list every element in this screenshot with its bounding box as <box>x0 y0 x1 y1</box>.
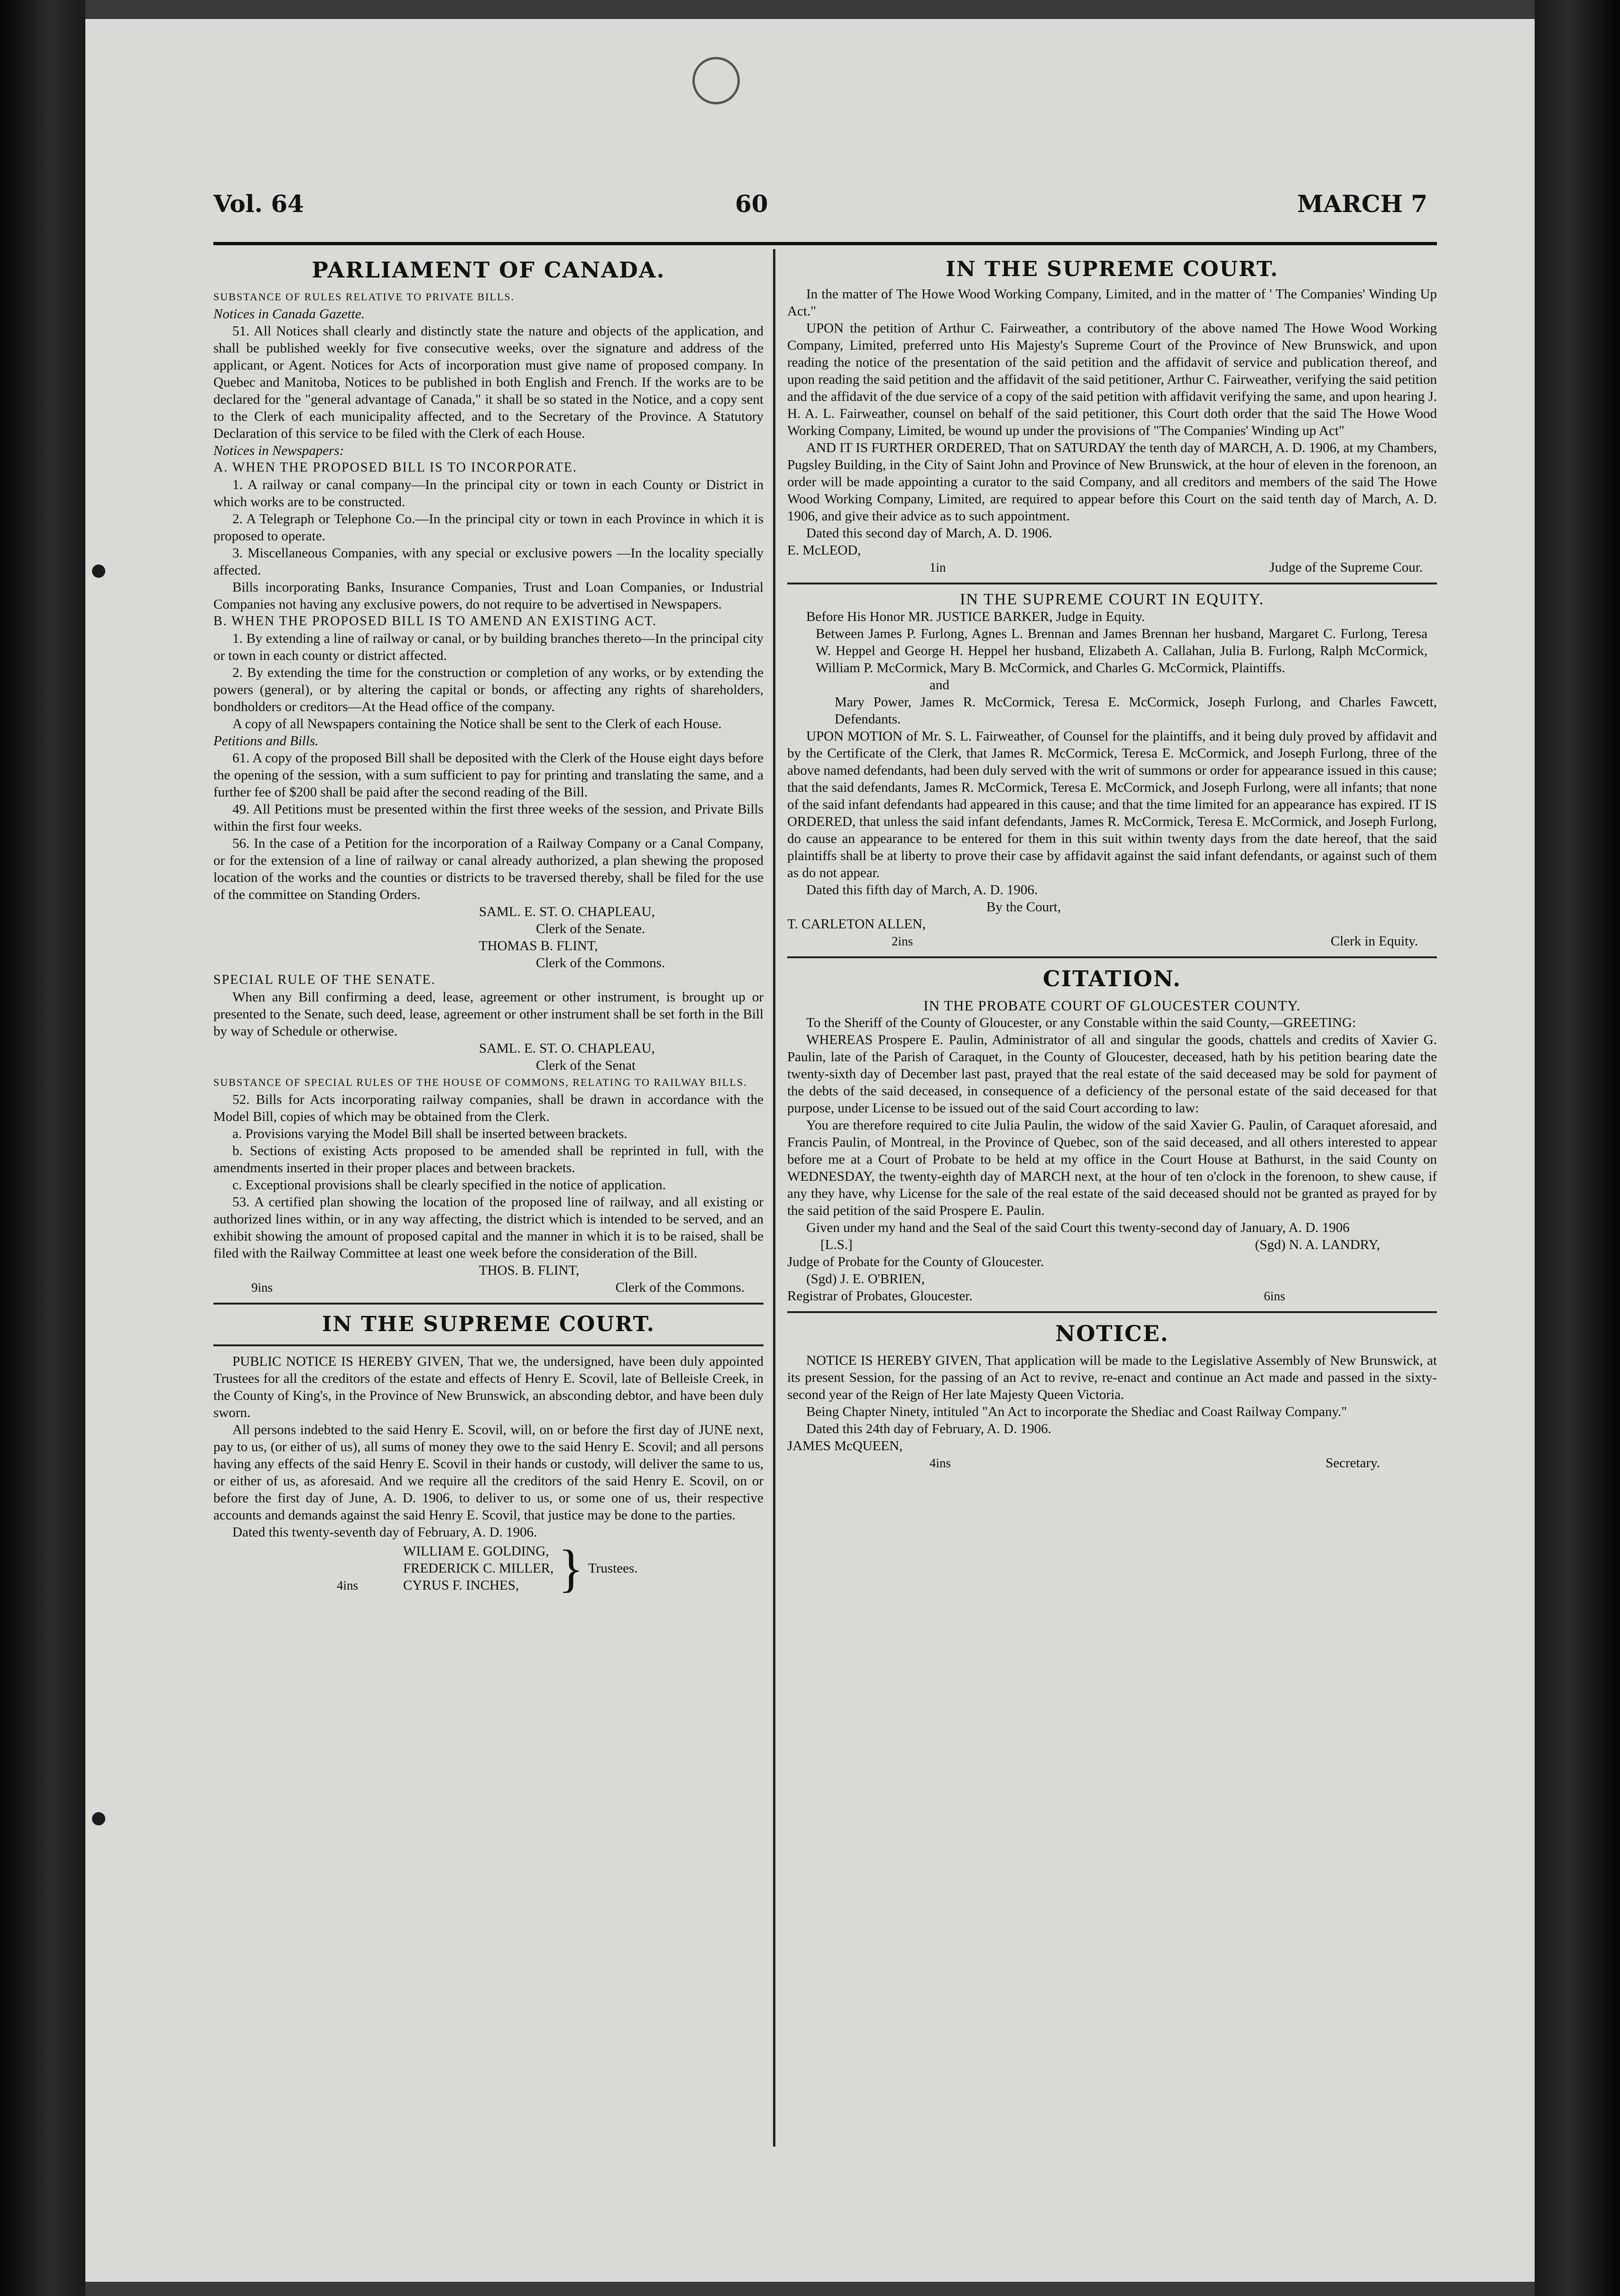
scovil-notice: All persons indebted to the said Henry E. Scovil, will, on or before the first day of JUNE next, pay to us, (or either of us), all sums of money they owe to the said Henry E. Scovil; and all persons having any effects of the said Henry E. Scovil in their hands or custody, will deliver the same to us, or either of us, as aforesaid. And we require all the creditors of the said Henry E. Scovil, on or before the first day of June, A. D. 1906, to deliver to us, or some one of us, their respective accounts and demands against the said Henry E. Scovil, that justice may be done to the parties. <box>213 1422 764 1523</box>
trustee-name: CYRUS F. INCHES, <box>403 1578 519 1593</box>
dated-line: Dated this second day of March, A. D. 1906. <box>806 526 1052 541</box>
registrar-name: (Sgd) J. E. O'BRIEN, <box>806 1271 925 1287</box>
brace-glyph: } <box>558 1539 584 1597</box>
signature-name: (Sgd) N. A. LANDRY, <box>1255 1237 1380 1252</box>
equity-before: Before His Honor MR. JUSTICE BARKER, Judge in Equity. <box>806 609 1145 624</box>
rule-61: 61. A copy of the proposed Bill shall be deposited with the Clerk of the House eight days before the opening of the session, with a sum sufficient to pay for printing and translating the same, and a further fee of $200 shall be paid after the second reading of the Bill. <box>213 750 764 800</box>
section-a-item: 1. A railway or canal company—In the principal city or town in each County or District in which works are to be constructed. <box>213 477 764 509</box>
section-a-heading: A. WHEN THE PROPOSED BILL IS TO INCORPORATE. <box>213 460 578 475</box>
binding-hole <box>92 1812 105 1825</box>
signature-title: Clerk of the Commons. <box>615 1280 745 1295</box>
signature-name: THOMAS B. FLINT, <box>479 938 598 954</box>
section-a-note: Bills incorporating Banks, Insurance Companies, Trust and Loan Companies, or Industrial Companies not having any exclusive powers, do not require to be advertised in Newspapers. <box>213 580 764 612</box>
left-column <box>213 256 764 1597</box>
signature-row <box>787 1454 1437 1472</box>
section-rule <box>787 956 1437 958</box>
signature-title: Clerk of the Commons. <box>536 955 665 971</box>
signature-title: Clerk in Equity. <box>1330 934 1418 949</box>
signature-title: Judge of the Supreme Cour. <box>1270 560 1423 575</box>
section-rule <box>787 583 1437 584</box>
volume-label: Vol. 64 <box>213 190 304 218</box>
scovil-notice: PUBLIC NOTICE IS HEREBY GIVEN, That we, the undersigned, have been duly appointed Trustees for all the creditors of the estate and effects of Henry E. Scovil, late of Belleisle Creek, in the County of King's, in the Province of New Brunswick, an absconding debtor, and have been duly sworn. <box>213 1354 764 1420</box>
insertion-count: 2ins <box>892 934 913 948</box>
signature-row <box>213 1279 764 1296</box>
signature-name: SAML. E. ST. O. CHAPLEAU, <box>479 1041 655 1056</box>
column-divider <box>773 249 775 2147</box>
signature-name: JAMES McQUEEN, <box>787 1438 903 1454</box>
special-rule-text: When any Bill confirming a deed, lease, agreement or other instrument, is brought up or presented to the Senate, such deed, lease, agreement or other instrument shall be set forth in the Bill by way of Schedule or otherwise. <box>213 990 764 1039</box>
rule-52: 52. Bills for Acts incorporating railway companies, shall be drawn in accordance with the Model Bill, copies of which may be obtained from the Clerk. <box>213 1092 764 1124</box>
commons-heading: SUBSTANCE OF SPECIAL RULES OF THE HOUSE OF COMMONS, RELATING TO RAILWAY BILLS. <box>213 1076 747 1088</box>
trustee-name: WILLIAM E. GOLDING, <box>403 1544 549 1559</box>
citation-title: CITATION. <box>1043 966 1181 991</box>
supreme-court-title: IN THE SUPREME COURT. <box>945 257 1279 281</box>
masthead-rule <box>213 242 1437 245</box>
registrar-title: Registrar of Probates, Gloucester. <box>787 1288 973 1304</box>
signature-title: Secretary. <box>1325 1455 1380 1471</box>
by-the-court: By the Court, <box>986 899 1061 915</box>
newspapers-subheading: Notices in Newspapers: <box>213 443 344 458</box>
signature-row <box>787 933 1437 950</box>
signature-title: Judge of Probate for the County of Gloucester. <box>787 1254 1044 1269</box>
issue-date: MARCH 7 <box>1297 190 1427 218</box>
substance-heading: SUBSTANCE OF RULES RELATIVE TO PRIVATE BILLS. <box>213 291 515 303</box>
rule-49: 49. All Petitions must be presented within the first three weeks of the session, and Private Bills within the first four weeks. <box>213 802 764 834</box>
equity-defendants: Mary Power, James R. McCormick, Teresa E. McCormick, Joseph Furlong, and Charles Fawcett, Defendants. <box>835 694 1437 727</box>
seal-mark: [L.S.] <box>820 1237 853 1252</box>
masthead <box>213 190 1427 232</box>
notice-title: NOTICE. <box>1055 1321 1169 1346</box>
parliament-title: PARLIAMENT OF CANADA. <box>312 257 665 283</box>
rule-51: 51. All Notices shall clearly and distinctly state the nature and objects of the application, and shall be published weekly for five consecutive weeks, over the signature and address of the applicant, or Agent. Notices for Acts of incorporation must give name of proposed company. In Quebec and Manitoba, Notices to be published in both English and French. If the works are to be declared for the "general advantage of Canada," it shall be so stated in the Notice, and a copy sent to the Clerk of each municipality affected, and to the Secretary of the Province. A Statutory Declaration of this service to be filed with the Clerk of each House. <box>213 324 764 441</box>
rule-53: 53. A certified plan showing the location of the proposed line of railway, and all existing or authorized lines within, or in any way affecting, the district which is intended to be served, and an exhibit showing the amount of proposed capital and the manner in which it is to be raised, shall be filed with the Railway Committee at least one week before the consideration of the Bill. <box>213 1194 764 1261</box>
probate-address: To the Sheriff of the County of Gloucester, or any Constable within the said County,—GREETING: <box>806 1015 1356 1030</box>
section-a-item: 2. A Telegraph or Telephone Co.—In the principal city or town in each Province in which it is proposed to operate. <box>213 511 764 544</box>
section-rule <box>213 1303 764 1305</box>
binding-hole <box>92 565 105 578</box>
special-rule-heading: SPECIAL RULE OF THE SENATE. <box>213 972 436 987</box>
gazette-subheading: Notices in Canada Gazette. <box>213 306 365 322</box>
rule-52-c: c. Exceptional provisions shall be clearly specified in the notice of application. <box>232 1177 666 1193</box>
probate-given: Given under my hand and the Seal of the said Court this twenty-second day of January, A. D. 1906 <box>806 1220 1350 1235</box>
signature-name: SAML. E. ST. O. CHAPLEAU, <box>479 904 655 919</box>
supreme-court-title: IN THE SUPREME COURT. <box>322 1312 655 1336</box>
insertion-count: 9ins <box>251 1280 273 1295</box>
probate-whereas: WHEREAS Prospere E. Paulin, Administrator of all and singular the goods, chattels and credits of Xavier G. Paulin, late of the Parish of Caraquet, in the County of Gloucester, deceased, hath by his petition bearing date the twenty-sixth day of December last past, prayed that the real estate of the said deceased may be sold for payment of the debts of the said deceased, in consequence of a deficiency of the personal estate of the said deceased for that purpose, under License to be issued out of the said Court according to law: <box>787 1032 1437 1116</box>
probate-title: IN THE PROBATE COURT OF GLOUCESTER COUNTY. <box>923 997 1301 1014</box>
equity-plaintiffs: Between James P. Furlong, Agnes L. Brennan and James Brennan her husband, Margaret C. Furlong, Teresa W. Heppel and George H. Heppel her husband, Elizabeth A. Callahan, Julia B. Furlong, Ralph McCormick, William P. McCormick, Mary B. McCormick, and Charles G. McCormick, Plaintiffs. <box>816 626 1427 676</box>
insertion-count: 6ins <box>1263 1289 1285 1303</box>
signature-name: E. McLEOD, <box>787 543 861 558</box>
howe-petition: UPON the petition of Arthur C. Fairweather, a contributory of the above named The Howe Wood Working Company, Limited, preferred unto His Majesty's Supreme Court of the Province of New Brunswick, and upon reading the notice of the presentation of the said petition and the affidavit of service and publication thereof, and upon reading the said petition and the affidavit of the said petitioner, Arthur C. Fairweather, verifying the said petition and the affidavit of the due service of a copy of the said petition with affidavit verifying the same, and upon hearing J. H. A. L. Fairweather, counsel on behalf of the said petitioner, this Court doth order that the said The Howe Wood Working Company, Limited, be wound up under the provisions of "The Companies' Winding up Act" <box>787 321 1437 438</box>
insertion-count: 4ins <box>930 1456 951 1470</box>
newspaper-page <box>85 19 1535 2282</box>
howe-order: AND IT IS FURTHER ORDERED, That on SATURDAY the tenth day of MARCH, A. D. 1906, at my Chambers, Pugsley Building, in the City of Saint John and Province of New Brunswick, at the hour of eleven in the forenoon, an order will be made appointing a curator to the said Company, and all creditors and members of the said The Howe Wood Working Company, Limited, are required to appear before this Court on the said tenth day of March, A. D. 1906, and give their advice as to such appointment. <box>787 440 1437 524</box>
signature-row <box>787 1287 1437 1305</box>
probate-cite: You are therefore required to cite Julia Paulin, the widow of the said Xavier G. Paulin, of Caraquet aforesaid, and Francis Paulin, of Montreal, in the Province of Quebec, son of the said deceased, and all others interested to appear before me at a Court of Probate to be held at my office in the Court House at Bathurst, in the said County on WEDNESDAY, the twenty-eighth day of MARCH next, at the hour of ten o'clock in the forenoon, to shew cause, if any they have, why License for the sale of the real estate of the said deceased should not be granted as prayed for by the said petition of the said Prospere E. Paulin. <box>787 1118 1437 1218</box>
punch-mark <box>692 57 740 104</box>
dated-line: Dated this twenty-seventh day of February, A. D. 1906. <box>232 1525 537 1540</box>
insertion-count: 4ins <box>337 1578 359 1592</box>
signature-title: Clerk of the Senat <box>536 1058 636 1073</box>
signature-row <box>787 559 1437 576</box>
rule-52-a: a. Provisions varying the Model Bill shall be inserted between brackets. <box>232 1126 627 1141</box>
equity-title: IN THE SUPREME COURT IN EQUITY. <box>960 591 1264 608</box>
trustees-label: Trustees. <box>588 1561 638 1576</box>
dated-line: Dated this 24th day of February, A. D. 1906. <box>806 1421 1051 1436</box>
notice-text: NOTICE IS HEREBY GIVEN, That application will be made to the Legislative Assembly of New Brunswick, at its present Session, for the passing of an Act to revive, re-enact and continue an Act made and passed in the sixty-second year of the Reign of Her late Majesty Queen Victoria. <box>787 1353 1437 1402</box>
scan-border-right <box>1535 0 1620 2296</box>
equity-and: and <box>930 677 949 693</box>
howe-matter: In the matter of The Howe Wood Working Company, Limited, and in the matter of ' The Companies' Winding Up Act." <box>787 287 1437 319</box>
signature-title: Clerk of the Senate. <box>536 921 645 936</box>
petitions-subheading: Petitions and Bills. <box>213 733 319 749</box>
rule-56: 56. In the case of a Petition for the incorporation of a Railway Company or a Canal Company, or for the extension of a line of railway or canal already authorized, a plan shewing the proposed location of the works and the counties or districts to be traversed thereby, shall be filed for the use of the committee on Standing Orders. <box>213 836 764 902</box>
notice-text: Being Chapter Ninety, intituled "An Act to incorporate the Shediac and Coast Railway Company." <box>806 1404 1347 1419</box>
right-column <box>787 256 1437 1472</box>
signature-name: T. CARLETON ALLEN, <box>787 917 926 932</box>
signature-name: THOS. B. FLINT, <box>479 1263 580 1278</box>
signature-row <box>787 1236 1437 1253</box>
section-b-item: 1. By extending a line of railway or canal, or by building branches thereto—In the principal city or town in each county or district affected. <box>213 631 764 663</box>
insertion-count: 1in <box>930 560 946 574</box>
equity-order: UPON MOTION of Mr. S. L. Fairweather, of Counsel for the plaintiffs, and it being duly proved by affidavit and by the Certificate of the Clerk, that James R. McCormick, Teresa E. McCormick, and Joseph Furlong, three of the above named defendants, had been duly served with the writ of summons or order for appearance issued in this cause; that the said defendants, James R. McCormick, Teresa E. McCormick, and Joseph Furlong, were all infants; that none of the said infant defendants had appeared in this cause; and that the time limited for an appearance has expired. IT IS ORDERED, that unless the said infant defendants, James R. McCormick, Teresa E. McCormick, and Joseph Furlong, do cause an appearance to be entered for them in this suit within twenty days from the date hereof, that the said plaintiffs shall be at liberty to prove their case by affidavit against the said infant defendants, or against such of them as do not appear. <box>787 729 1437 880</box>
section-rule <box>787 1311 1437 1313</box>
section-b-note: A copy of all Newspapers containing the Notice shall be sent to the Clerk of each House. <box>232 716 722 731</box>
trustee-name: FREDERICK C. MILLER, <box>403 1561 554 1576</box>
section-rule <box>213 1344 764 1346</box>
scan-border-left <box>0 0 85 2296</box>
rule-52-b: b. Sections of existing Acts proposed to be amended shall be reprinted in full, with the amendments inserted in their proper places and between brackets. <box>213 1143 764 1176</box>
section-b-item: 2. By extending the time for the construction or completion of any works, or by extending the powers (general), or by altering the capital or bonds, or affecting any rights of shareholders, bondholders or creditors—At the Head office of the company. <box>213 665 764 714</box>
section-b-heading: B. WHEN THE PROPOSED BILL IS TO AMEND AN EXISTING ACT. <box>213 614 657 629</box>
section-a-item: 3. Miscellaneous Companies, with any special or exclusive powers —In the locality specially affected. <box>213 546 764 578</box>
dated-line: Dated this fifth day of March, A. D. 1906. <box>806 882 1038 898</box>
page-number: 60 <box>735 190 768 218</box>
